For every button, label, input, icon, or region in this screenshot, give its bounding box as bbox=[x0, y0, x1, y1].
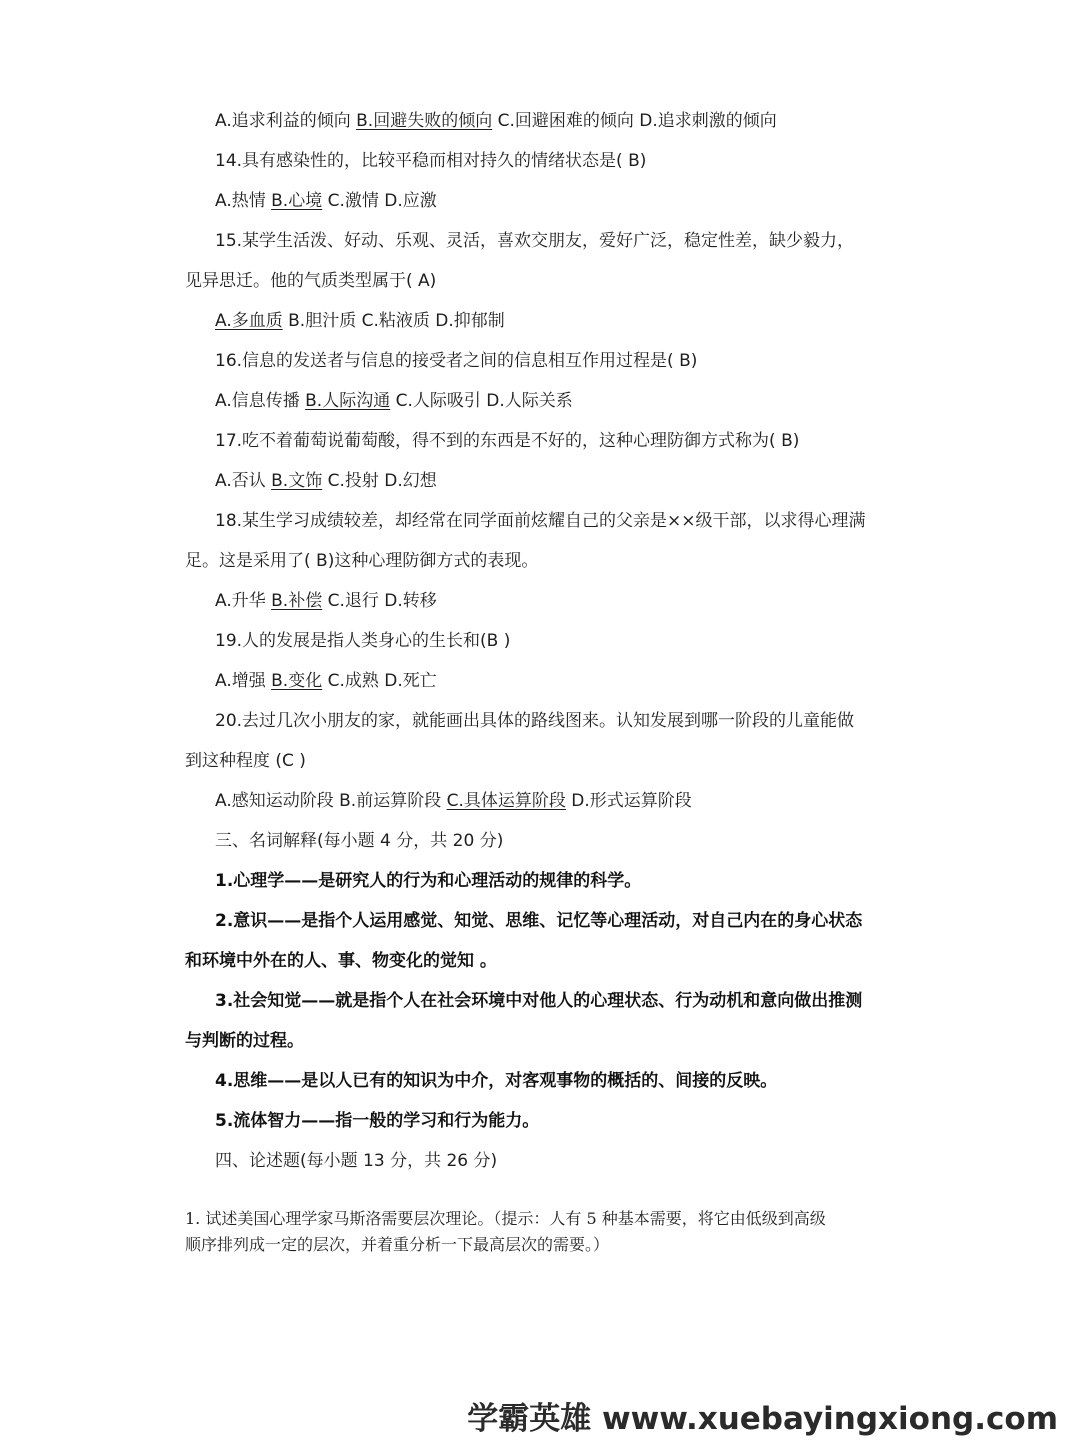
q20-question: 20.去过几次小朋友的家，就能画出具体的路线图来。认知发展到哪一阶段的儿童能做 bbox=[215, 711, 855, 731]
q16-question: 16.信息的发送者与信息的接受者之间的信息相互作用过程是( B) bbox=[215, 351, 698, 371]
definition-5: 5.流体智力——指一般的学习和行为能力。 bbox=[215, 1111, 540, 1131]
definition-2-cont: 和环境中外在的人、事、物变化的觉知 。 bbox=[185, 951, 497, 971]
q14-question: 14.具有感染性的，比较平稳而相对持久的情绪状态是( B) bbox=[215, 151, 647, 171]
q18-question: 18.某生学习成绩较差，却经常在同学面前炫耀自己的父亲是××级干部，以求得心理满 bbox=[215, 511, 866, 531]
definition-2: 2.意识——是指个人运用感觉、知觉、思维、记忆等心理活动，对自己内在的身心状态 bbox=[215, 911, 863, 931]
definition-4: 4.思维——是以人已有的知识为中介，对客观事物的概括的、间接的反映。 bbox=[215, 1071, 778, 1091]
q13-options: A.追求利益的倾向 B.回避失败的倾向 C.回避困难的倾向 D.追求刺激的倾向 bbox=[215, 111, 777, 131]
q18-options: A.升华 B.补偿 C.退行 D.转移 bbox=[215, 591, 437, 611]
q14-options: A.热情 B.心境 C.激情 D.应激 bbox=[215, 191, 437, 211]
q16-answer: B.人际沟通 bbox=[305, 391, 391, 411]
watermark: 学霸英雄 www.xuebayingxiong.com bbox=[467, 1401, 1058, 1437]
q16-options: A.信息传播 B.人际沟通 C.人际吸引 D.人际关系 bbox=[215, 391, 573, 411]
q15-question-cont: 见异思迁。他的气质类型属于( A) bbox=[185, 271, 437, 291]
section4-heading: 四、论述题(每小题 13 分，共 26 分) bbox=[215, 1151, 498, 1171]
definition-3: 3.社会知觉——就是指个人在社会环境中对他人的心理状态、行为动机和意向做出推测 bbox=[215, 991, 863, 1011]
q20-question-cont: 到这种程度 (C ) bbox=[185, 751, 306, 771]
q15-answer: A.多血质 bbox=[215, 311, 283, 331]
q15-options: A.多血质 B.胆汁质 C.粘液质 D.抑郁制 bbox=[215, 311, 505, 331]
q18-question-cont: 足。这是采用了( B)这种心理防御方式的表现。 bbox=[185, 551, 539, 571]
q17-question: 17.吃不着葡萄说葡萄酸，得不到的东西是不好的，这种心理防御方式称为( B) bbox=[215, 431, 800, 451]
essay-question-1-cont: 顺序排列成一定的层次，并着重分析一下最高层次的需要。） bbox=[185, 1235, 610, 1254]
q14-answer: B.心境 bbox=[271, 191, 323, 211]
q19-question: 19.人的发展是指人类身心的生长和(B ) bbox=[215, 631, 511, 651]
q19-options: A.增强 B.变化 C.成熟 D.死亡 bbox=[215, 671, 437, 691]
q15-question: 15.某学生活泼、好动、乐观、灵活，喜欢交朋友，爱好广泛，稳定性差，缺少毅力， bbox=[215, 231, 855, 251]
essay-question-1: 1. 试述美国心理学家马斯洛需要层次理论。（提示：人有 5 种基本需要，将它由低级到高级 bbox=[185, 1209, 826, 1228]
section3-heading: 三、名词解释(每小题 4 分，共 20 分) bbox=[215, 831, 504, 851]
q17-options: A.否认 B.文饰 C.投射 D.幻想 bbox=[215, 471, 437, 491]
definition-1: 1.心理学——是研究人的行为和心理活动的规律的科学。 bbox=[215, 871, 642, 891]
q13-answer: B.回避失败的倾向 bbox=[356, 111, 493, 131]
definition-3-cont: 与判断的过程。 bbox=[185, 1031, 304, 1051]
q17-answer: B.文饰 bbox=[271, 471, 323, 491]
q18-answer: B.补偿 bbox=[271, 591, 323, 611]
q20-answer: C.具体运算阶段 bbox=[446, 791, 566, 811]
q19-answer: B.变化 bbox=[271, 671, 323, 691]
q20-options: A.感知运动阶段 B.前运算阶段 C.具体运算阶段 D.形式运算阶段 bbox=[215, 791, 692, 811]
